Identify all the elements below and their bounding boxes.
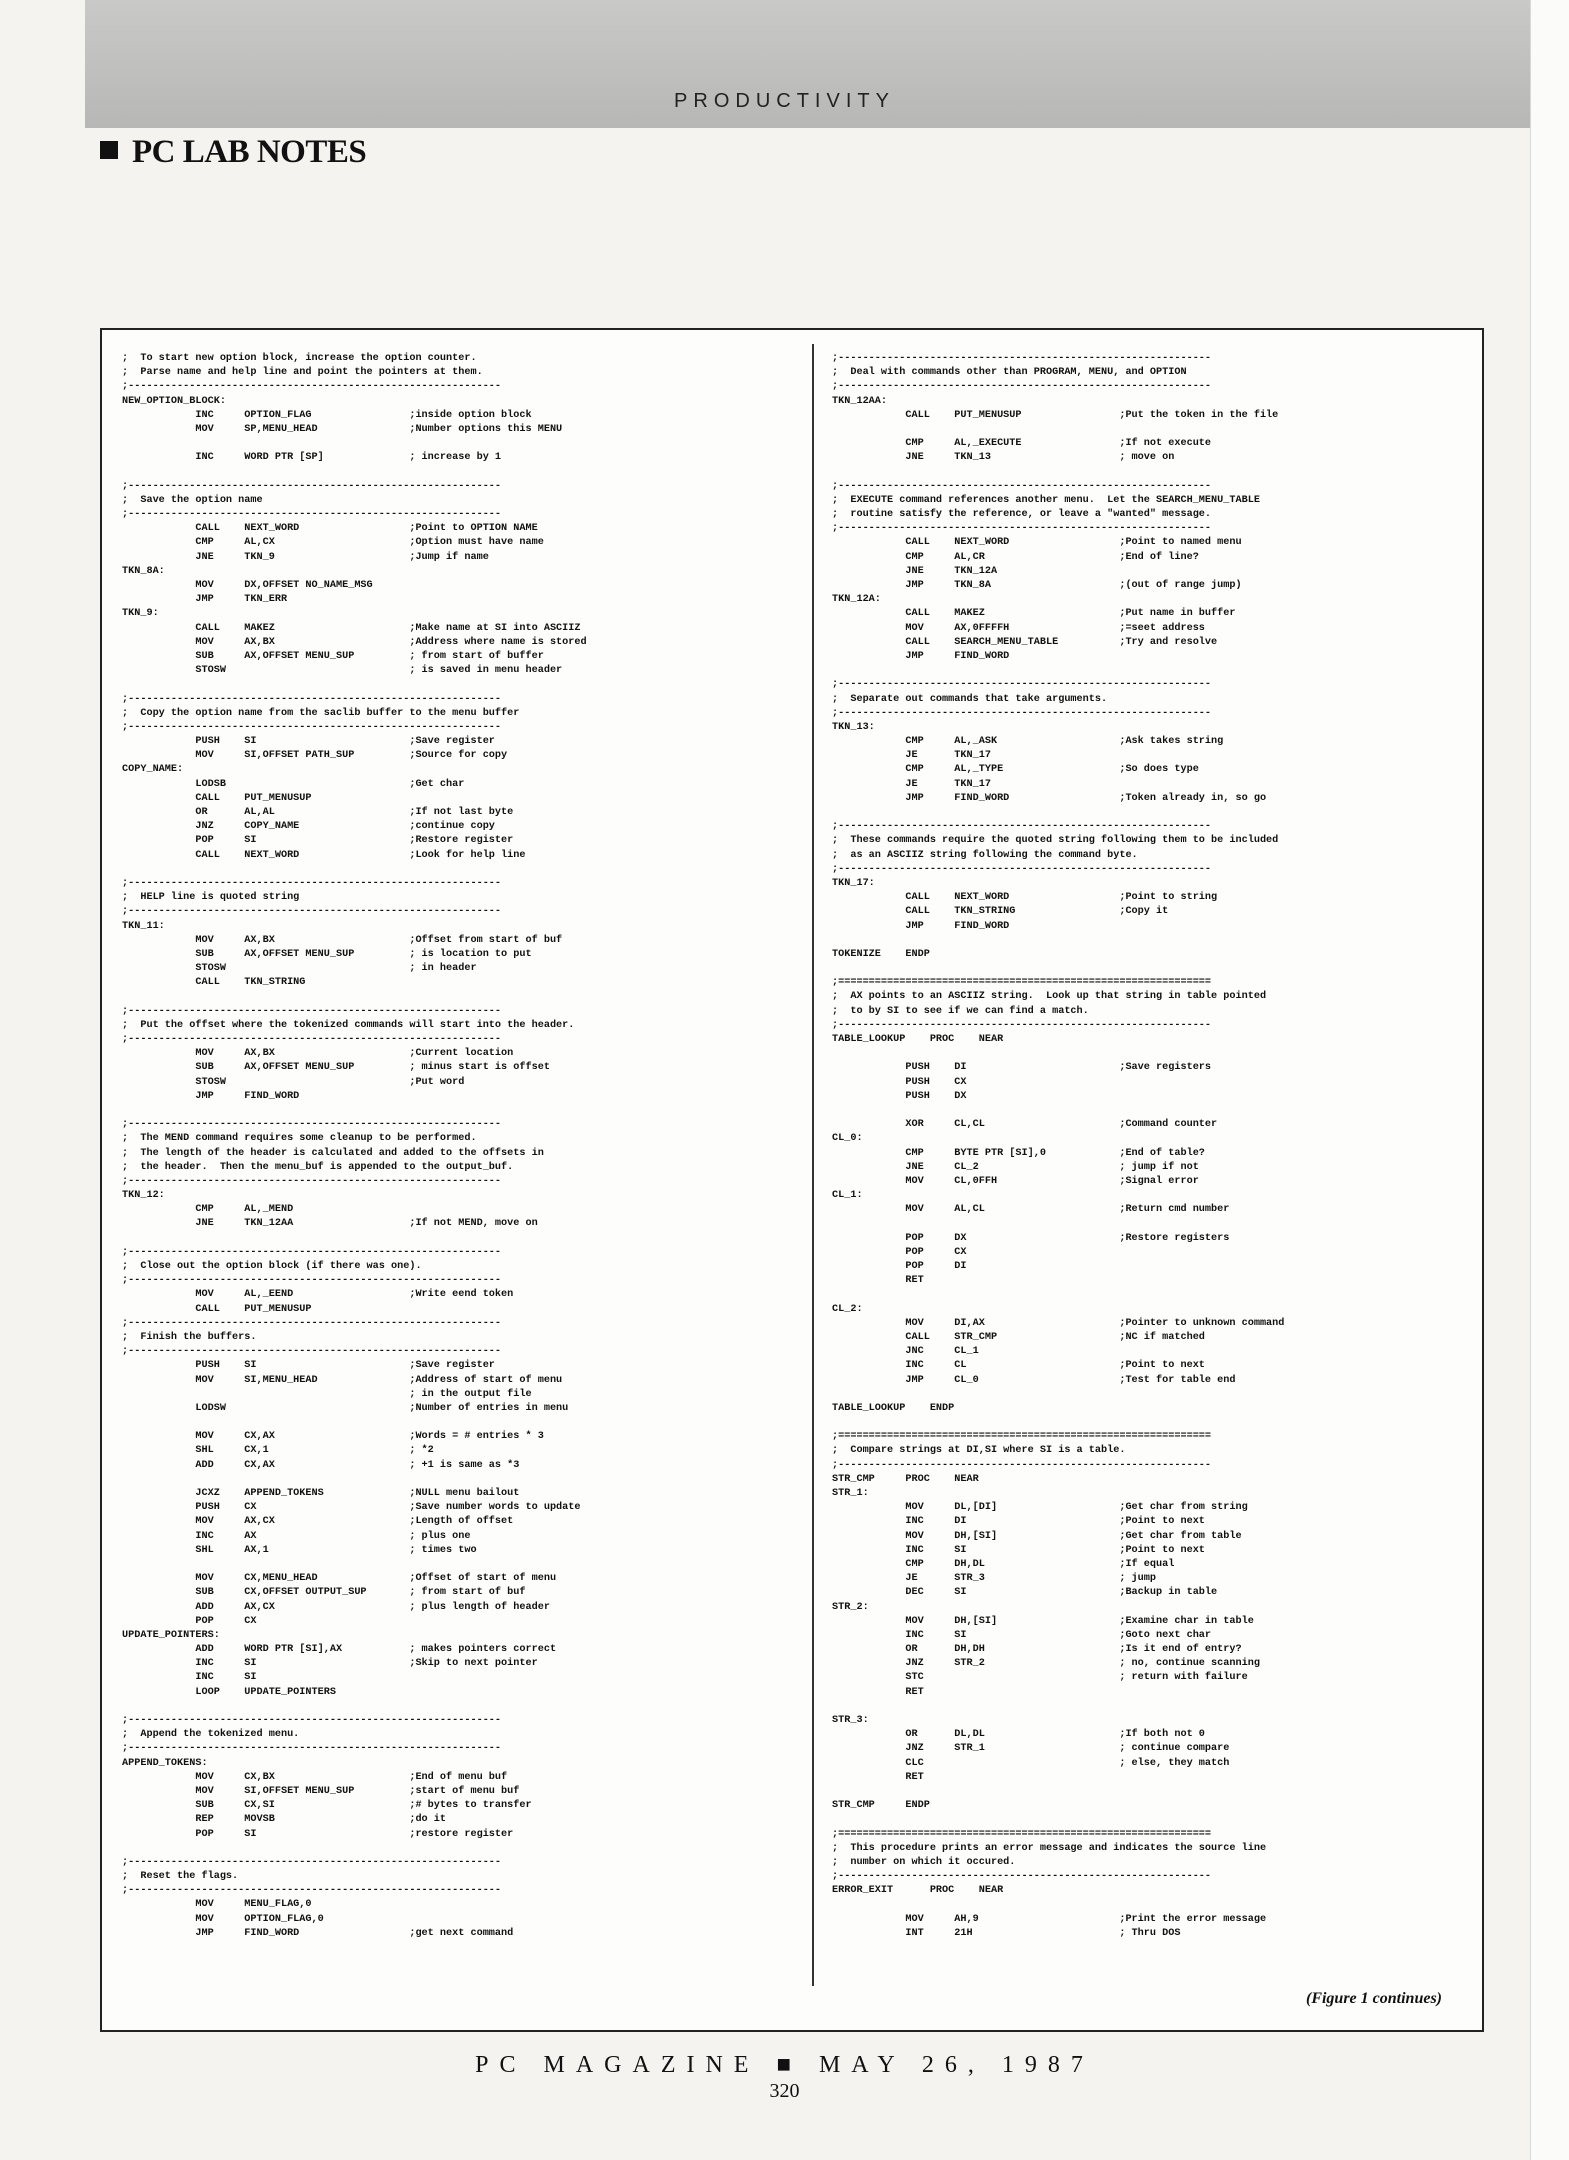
code-line: MOV SI,MENU_HEAD ;Address of start of menu [122,1374,563,1386]
code-line: INC SI [122,1672,257,1684]
code-line: POP CX [122,1615,257,1627]
code-line [832,962,1472,976]
code-column-left [122,352,772,1941]
code-line [832,806,1472,820]
code-line: JNE TKN_9 ;Jump if name [122,551,489,563]
code-line [122,863,772,877]
code-line: ; These commands require the quoted string following them to be included [832,835,1279,847]
code-line [122,1558,772,1572]
code-line: ;------------------------------------------------------------- [832,381,1212,393]
code-line: JMP FIND_WORD [832,650,1010,662]
code-line [832,1288,1472,1302]
code-line: JNC CL_1 [832,1346,979,1358]
code-line: ADD AX,CX ; plus length of header [122,1601,550,1613]
code-line [832,1047,1472,1061]
code-line: JNE TKN_12AA ;If not MEND, move on [122,1218,538,1230]
code-line: MOV AX,BX ;Current location [122,1048,514,1060]
bullet-square-icon [100,141,118,159]
code-line: CMP AL,CR ;End of line? [832,551,1199,563]
code-line: ; The length of the header is calculated and added to the offsets in [122,1147,544,1159]
code-line: TKN_13: [832,721,875,733]
code-line: ; Copy the option name from the saclib buffer to the menu buffer [122,707,520,719]
code-line: ;------------------------------------------------------------- [832,863,1212,875]
code-line: MOV SI,OFFSET PATH_SUP ;Source for copy [122,750,508,762]
code-line: ; Append the tokenized menu. [122,1729,300,1741]
code-line: LOOP UPDATE_POINTERS [122,1686,336,1698]
code-line [832,934,1472,948]
code-line: ;------------------------------------------------------------- [122,1175,502,1187]
code-line: INC CL ;Point to next [832,1360,1205,1372]
code-line: CALL MAKEZ ;Put name in buffer [832,608,1236,620]
code-line: POP DI [832,1261,967,1272]
code-line [832,423,1472,437]
code-line: CMP AL,_MEND [122,1204,294,1216]
section-label: PRODUCTIVITY [674,90,895,112]
code-line: TKN_11: [122,920,165,932]
code-line: INC AX ; plus one [122,1530,471,1542]
code-line: JE STR_3 ; jump [832,1573,1157,1585]
code-line: ; Save the option name [122,494,263,506]
code-line: JMP FIND_WORD ;get next command [122,1927,514,1939]
code-line: LODSW ;Number of entries in menu [122,1402,569,1414]
figure-caption: (Figure 1 continues) [1305,1990,1442,2007]
code-line: DEC SI ;Backup in table [832,1587,1218,1599]
code-line: JMP CL_0 ;Test for table end [832,1374,1236,1386]
code-line: ; Deal with commands other than PROGRAM, MENU, and OPTION [832,367,1187,379]
code-line: ;------------------------------------------------------------- [122,1885,502,1897]
page-title-text: PC LAB NOTES [132,134,367,170]
code-line: JMP FIND_WORD ;Token already in, so go [832,792,1267,804]
code-line: ;------------------------------------------------------------- [122,721,502,733]
code-line [122,678,772,692]
code-line: JNZ COPY_NAME ;continue copy [122,821,495,833]
code-line: CALL MAKEZ ;Make name at SI into ASCIIZ [122,622,581,634]
code-line: STR_1: [832,1488,869,1499]
code-line: MOV DL,[DI] ;Get char from string [832,1502,1248,1514]
code-line: ; The MEND command requires some cleanup to be performed. [122,1133,477,1145]
code-line: LODSB ;Get char [122,778,465,790]
code-line: MOV DH,[SI] ;Examine char in table [832,1615,1254,1627]
code-line: INC DI ;Point to next [832,1516,1205,1528]
code-line: INC OPTION_FLAG ;inside option block [122,409,532,421]
code-line: CMP AL,_ASK ;Ask takes string [832,736,1224,748]
code-line: PUSH CX [832,1076,967,1088]
code-line: ADD CX,AX ; +1 is same as *3 [122,1459,520,1471]
code-line: TABLE_LOOKUP PROC NEAR [832,1034,1004,1045]
column-divider [812,344,814,1986]
code-line: JNZ STR_1 ; continue compare [832,1743,1230,1755]
code-line: ; Put the offset where the tokenized commands will start into the header. [122,1019,575,1031]
code-line: SUB CX,OFFSET OUTPUT_SUP ; from start of buf [122,1587,526,1599]
code-column-right [832,352,1472,1941]
code-line: ; This procedure prints an error message and indicates the source line [832,1842,1267,1854]
code-line: ;------------------------------------------------------------- [122,480,502,492]
code-line: ; Reset the flags. [122,1871,239,1883]
code-line: ; Close out the option block (if there was one). [122,1261,422,1272]
code-line: TKN_12A: [832,594,881,606]
code-line: MOV DH,[SI] ;Get char from table [832,1530,1242,1542]
code-line: ;------------------------------------------------------------- [122,1246,502,1258]
code-line: REP MOVSB ;do it [122,1814,447,1826]
code-line [832,1416,1472,1430]
code-line: SUB AX,OFFSET MENU_SUP ; from start of buffer [122,650,544,662]
code-line: CALL NEXT_WORD ;Point to OPTION NAME [122,523,538,535]
code-line: ; in the output file [122,1388,532,1400]
code-line: JNE TKN_12A [832,565,998,577]
code-line: PUSH CX ;Save number words to update [122,1502,581,1514]
code-line: OR AL,AL ;If not last byte [122,807,514,818]
code-line: ; EXECUTE command references another menu. Let the SEARCH_MENU_TABLE [832,494,1260,506]
code-line: STOSW ; in header [122,963,477,975]
code-line: ; to by SI to see if we can find a match. [832,1005,1089,1017]
code-line: MOV DI,AX ;Pointer to unknown command [832,1317,1285,1329]
code-line: POP SI ;Restore register [122,835,514,847]
code-line: TOKENIZE ENDP [832,948,930,960]
code-line: ADD WORD PTR [SI],AX ; makes pointers correct [122,1644,557,1656]
code-line: ;============================================================= [832,1828,1212,1840]
code-line [832,1785,1472,1799]
code-line: PUSH DX [832,1090,967,1102]
code-line: RET [832,1686,924,1698]
code-line: CALL PUT_MENUSUP [122,792,312,804]
code-line: ;------------------------------------------------------------- [122,509,502,521]
code-line [122,990,772,1004]
code-line: CMP AL,_EXECUTE ;If not execute [832,438,1212,450]
page-title [100,134,366,171]
code-line: INC SI ;Goto next char [832,1629,1212,1641]
code-line: JMP TKN_ERR [122,594,288,606]
code-line: NEW_OPTION_BLOCK: [122,395,226,407]
code-line: TABLE_LOOKUP ENDP [832,1402,955,1414]
code-line: ;------------------------------------------------------------- [832,821,1212,833]
code-line: COPY_NAME: [122,764,184,776]
code-line: JMP TKN_8A ;(out of range jump) [832,580,1242,591]
code-line: CALL NEXT_WORD ;Point to string [832,892,1218,904]
code-line: MOV AX,BX ;Address where name is stored [122,636,587,648]
code-line: POP SI ;restore register [122,1828,514,1840]
code-line: ;------------------------------------------------------------- [122,1856,502,1868]
code-line [122,1232,772,1246]
code-line: ;------------------------------------------------------------- [122,1715,502,1726]
code-line: ;------------------------------------------------------------- [832,679,1212,691]
code-line: TKN_12: [122,1190,165,1202]
code-line: ;------------------------------------------------------------- [122,1317,502,1329]
code-line: CMP AL,_TYPE ;So does type [832,764,1199,776]
code-line [122,1842,772,1856]
code-line: MOV SP,MENU_HEAD ;Number options this MENU [122,423,563,435]
code-line [122,1700,772,1714]
code-line: JNE TKN_13 ; move on [832,452,1175,464]
code-line: TKN_9: [122,608,159,620]
code-line: ;------------------------------------------------------------- [122,1743,502,1755]
code-line: ;------------------------------------------------------------- [122,877,502,889]
code-line: POP CX [832,1246,967,1258]
code-line [832,664,1472,678]
code-line: ;------------------------------------------------------------- [122,1346,502,1358]
code-line: SHL CX,1 ; *2 [122,1445,434,1457]
code-line: JMP FIND_WORD [832,920,1010,932]
code-line: CMP DH,DL ;If equal [832,1558,1175,1570]
code-line: ;------------------------------------------------------------- [832,353,1212,364]
code-line: MOV AL,CL ;Return cmd number [832,1204,1230,1216]
code-line: CALL PUT_MENUSUP [122,1303,312,1315]
code-line: CALL TKN_STRING ;Copy it [832,906,1169,918]
code-line: ;------------------------------------------------------------- [122,1005,502,1017]
code-line [832,1217,1472,1231]
code-line: CL_1: [832,1190,863,1202]
code-line: MOV AX,CX ;Length of offset [122,1516,514,1528]
code-line: UPDATE_POINTERS: [122,1629,220,1641]
code-line: ; To start new option block, increase the option counter. [122,353,477,364]
code-line [122,1473,772,1487]
code-line: TKN_8A: [122,565,165,577]
code-line: MOV CX,MENU_HEAD ;Offset of start of menu [122,1573,557,1585]
code-line: CALL PUT_MENUSUP ;Put the token in the file [832,409,1279,421]
code-line [832,1104,1472,1118]
code-line [832,466,1472,480]
code-line: ; Separate out commands that take arguments. [832,693,1108,705]
code-line: ; Finish the buffers. [122,1331,257,1343]
code-line: TKN_12AA: [832,395,888,407]
code-line: TKN_17: [832,877,875,889]
code-line: PUSH SI ;Save register [122,1360,495,1372]
code-line: ;------------------------------------------------------------- [832,707,1212,719]
code-line: JE TKN_17 [832,778,991,790]
code-line: MOV CL,0FFH ;Signal error [832,1175,1199,1187]
code-line [122,1416,772,1430]
code-line: ;------------------------------------------------------------- [832,1459,1212,1471]
code-line: MOV DX,OFFSET NO_NAME_MSG [122,580,373,591]
code-line: SUB CX,SI ;# bytes to transfer [122,1800,532,1812]
code-line: MOV OPTION_FLAG,0 [122,1913,324,1925]
code-line: MOV AX,BX ;Offset from start of buf [122,934,563,946]
code-line: XOR CL,CL ;Command counter [832,1119,1218,1131]
code-line [832,1898,1472,1912]
code-line: INT 21H ; Thru DOS [832,1927,1181,1939]
code-line: CL_2: [832,1303,863,1315]
code-line: ;------------------------------------------------------------- [122,381,502,393]
code-line: RET [832,1275,924,1287]
code-line: ;------------------------------------------------------------- [122,906,502,918]
code-line [832,1813,1472,1827]
code-line: CALL NEXT_WORD ;Look for help line [122,849,526,861]
code-line: PUSH SI ;Save register [122,736,495,748]
code-line [122,466,772,480]
code-line: JNZ STR_2 ; no, continue scanning [832,1658,1260,1670]
code-line: ; the header. Then the menu_buf is appended to the output_buf. [122,1161,514,1173]
footer-publication: PC MAGAZINE ■ MAY 26, 1987 [475,2052,1094,2078]
page-edge [1530,0,1569,2160]
code-line: STOSW ;Put word [122,1076,465,1088]
code-line: CMP AL,CX ;Option must have name [122,537,544,549]
code-line: PUSH DI ;Save registers [832,1062,1212,1074]
code-line: MOV MENU_FLAG,0 [122,1899,312,1911]
code-line: APPEND_TOKENS: [122,1757,208,1769]
code-line: CALL NEXT_WORD ;Point to named menu [832,537,1242,549]
code-line: RET [832,1771,924,1783]
code-line: CMP BYTE PTR [SI],0 ;End of table? [832,1147,1205,1159]
code-line: ; routine satisfy the reference, or leave a "wanted" message. [832,509,1212,521]
code-line: MOV AL,_EEND ;Write eend token [122,1289,514,1301]
code-line: ; as an ASCIIZ string following the command byte. [832,849,1138,861]
code-line: STOSW ; is saved in menu header [122,665,563,677]
code-line: INC SI ;Skip to next pointer [122,1658,538,1670]
code-line: JCXZ APPEND_TOKENS ;NULL menu bailout [122,1488,520,1499]
code-line: CL_0: [832,1133,863,1145]
code-line: OR DL,DL ;If both not 0 [832,1729,1205,1741]
code-line: ;============================================================= [832,977,1212,989]
code-line: CLC ; else, they match [832,1757,1230,1769]
code-line: STR_3: [832,1715,869,1726]
code-line: ;------------------------------------------------------------- [122,1119,502,1131]
code-line: CALL TKN_STRING [122,977,306,989]
code-line: SHL AX,1 ; times two [122,1544,477,1556]
code-line: ;------------------------------------------------------------- [832,480,1212,492]
code-line: MOV AX,0FFFFH ;=seet address [832,622,1205,634]
code-line: STR_CMP PROC NEAR [832,1473,979,1485]
code-line: ;------------------------------------------------------------- [832,523,1212,535]
code-line: CALL STR_CMP ;NC if matched [832,1331,1205,1343]
code-line: STC ; return with failure [832,1672,1248,1684]
code-line: JMP FIND_WORD [122,1090,300,1102]
code-line [832,1700,1472,1714]
code-line: ; number on which it occured. [832,1856,1016,1868]
code-line: ; Compare strings at DI,SI where SI is a table. [832,1445,1126,1457]
code-figure [100,328,1484,2032]
code-line [832,1388,1472,1402]
code-line: POP DX ;Restore registers [832,1232,1230,1244]
code-line: ; AX points to an ASCIIZ string. Look up that string in table pointed [832,991,1267,1003]
code-line: ;============================================================= [832,1431,1212,1443]
code-line: STR_2: [832,1601,869,1613]
code-line: ; Parse name and help line and point the pointers at them. [122,367,483,379]
code-line: INC WORD PTR [SP] ; increase by 1 [122,452,502,464]
code-line: ; HELP line is quoted string [122,892,300,904]
code-line: SUB AX,OFFSET MENU_SUP ; minus start is offset [122,1062,550,1074]
code-line: ;------------------------------------------------------------- [832,1871,1212,1883]
code-line [122,437,772,451]
code-line: MOV AH,9 ;Print the error message [832,1913,1267,1925]
code-line: ;------------------------------------------------------------- [122,1275,502,1287]
code-line: JNE CL_2 ; jump if not [832,1161,1199,1173]
code-line: MOV CX,AX ;Words = # entries * 3 [122,1431,544,1443]
code-line: SUB AX,OFFSET MENU_SUP ; is location to put [122,948,532,960]
code-line: CALL SEARCH_MENU_TABLE ;Try and resolve [832,636,1218,648]
code-line: MOV CX,BX ;End of menu buf [122,1771,508,1783]
code-line: INC SI ;Point to next [832,1544,1205,1556]
code-line: MOV SI,OFFSET MENU_SUP ;start of menu buf [122,1785,520,1797]
code-line: ERROR_EXIT PROC NEAR [832,1885,1004,1897]
code-line: STR_CMP ENDP [832,1800,930,1812]
code-line [122,1104,772,1118]
code-line: ;------------------------------------------------------------- [122,1034,502,1045]
code-line: OR DH,DH ;Is it end of entry? [832,1644,1242,1656]
page-number: 320 [769,2080,800,2102]
code-line: ;------------------------------------------------------------- [122,693,502,705]
code-line: ;------------------------------------------------------------- [832,1019,1212,1031]
code-line: JE TKN_17 [832,750,991,762]
